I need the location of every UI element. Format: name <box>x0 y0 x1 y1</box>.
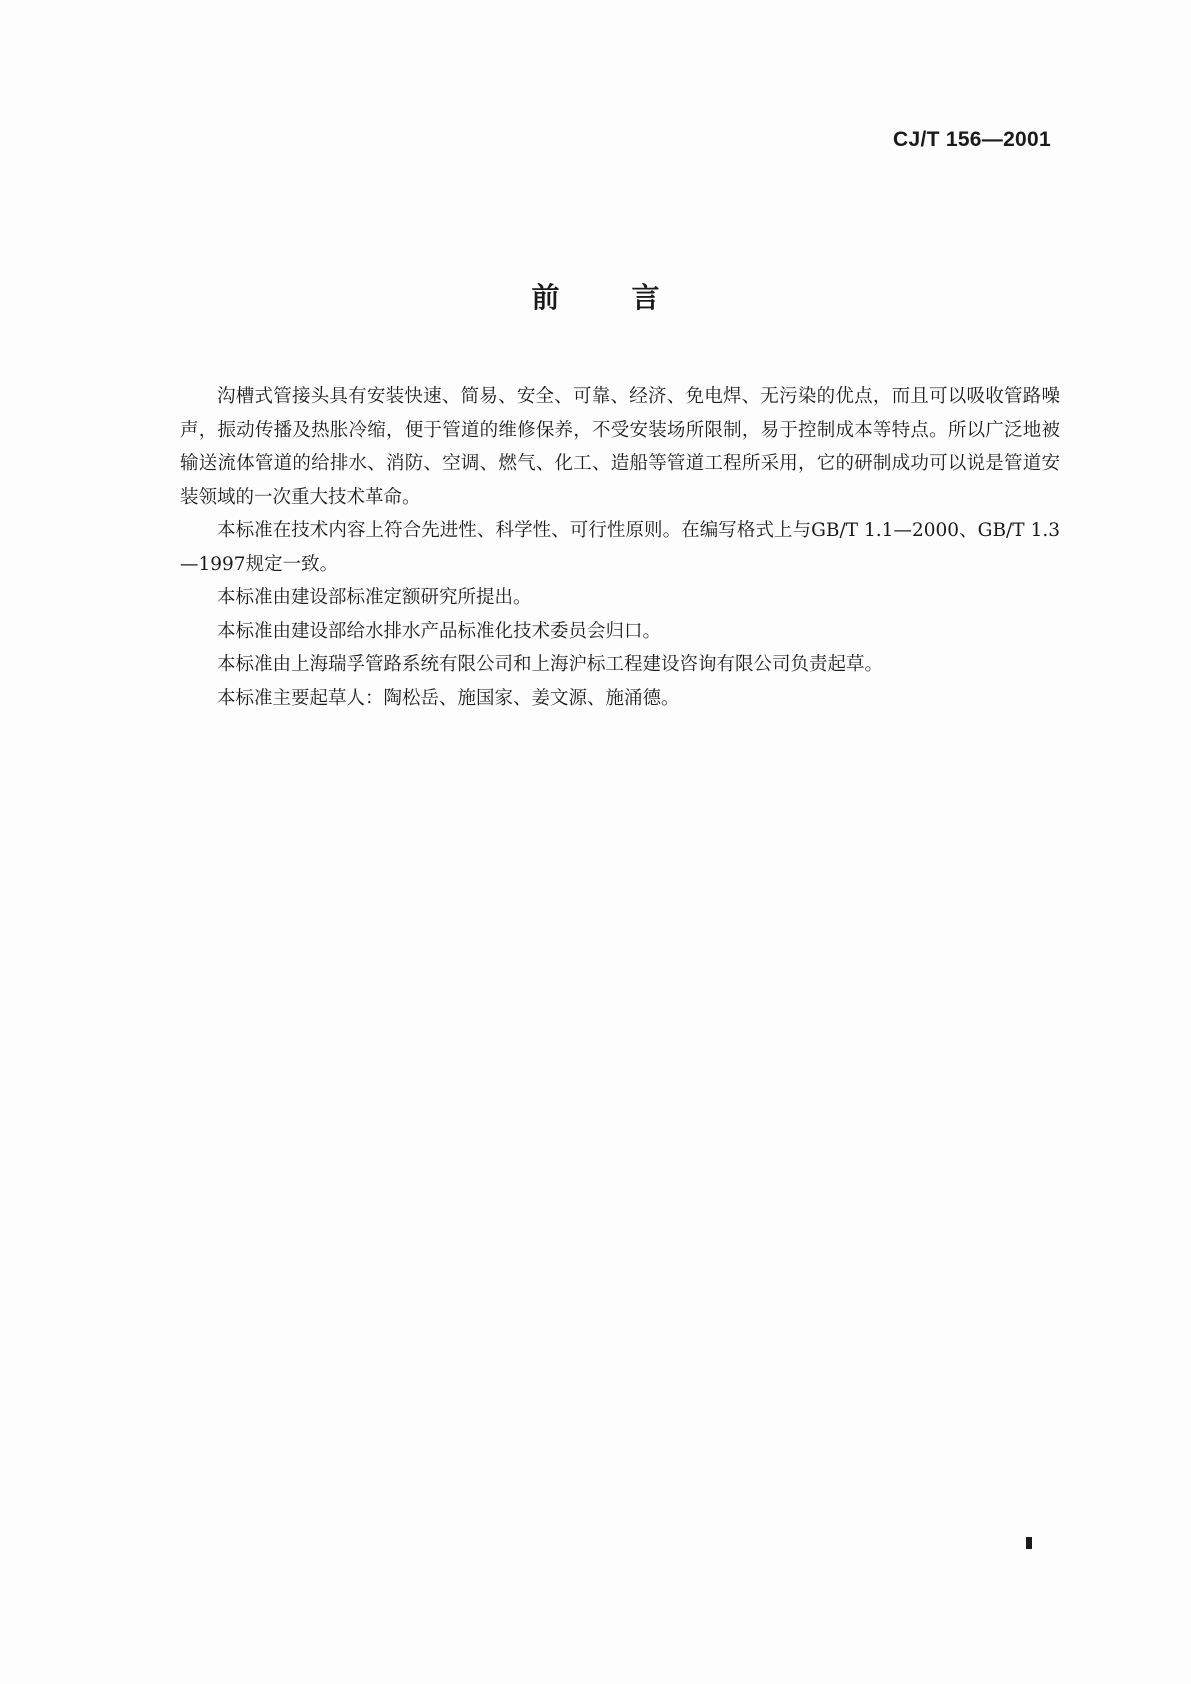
paragraph: 本标准由上海瑞孚管路系统有限公司和上海沪标工程建设咨询有限公司负责起草。 <box>217 654 884 675</box>
page-number-mark <box>1026 1537 1032 1549</box>
page-number <box>1026 1537 1027 1538</box>
paragraph: 本标准在技术内容上符合先进性、科学性、可行性原则。在编写格式上与GB/T 1.1—2000、GB/T 1.3—1997规定一致。 <box>180 520 1060 575</box>
foreword-body <box>180 380 1060 715</box>
paragraph: 本标准主要起草人：陶松岳、施国家、姜文源、施涌德。 <box>217 687 680 709</box>
standard-code: CJ/T 156—2001 <box>893 128 1051 151</box>
page-title: 前言 <box>531 281 732 314</box>
paragraph: 沟槽式管接头具有安装快速、简易、安全、可靠、经济、免电焊、无污染的优点，而且可以吸收管路噪声，振动传播及热胀冷缩，便于管道的维修保养，不受安装场所限制，易于控制成本等特点。所以广泛地被输送流体管道的给排水、消防、空调、燃气、化工、造船等管道工程所采用，它的研制成功可以说是管道安装领域的一次重大技术革命。 <box>180 386 1060 508</box>
paragraph: 本标准由建设部标准定额研究所提出。 <box>217 587 532 608</box>
paragraph: 本标准由建设部给水排水产品标准化技术委员会归口。 <box>217 620 662 642</box>
